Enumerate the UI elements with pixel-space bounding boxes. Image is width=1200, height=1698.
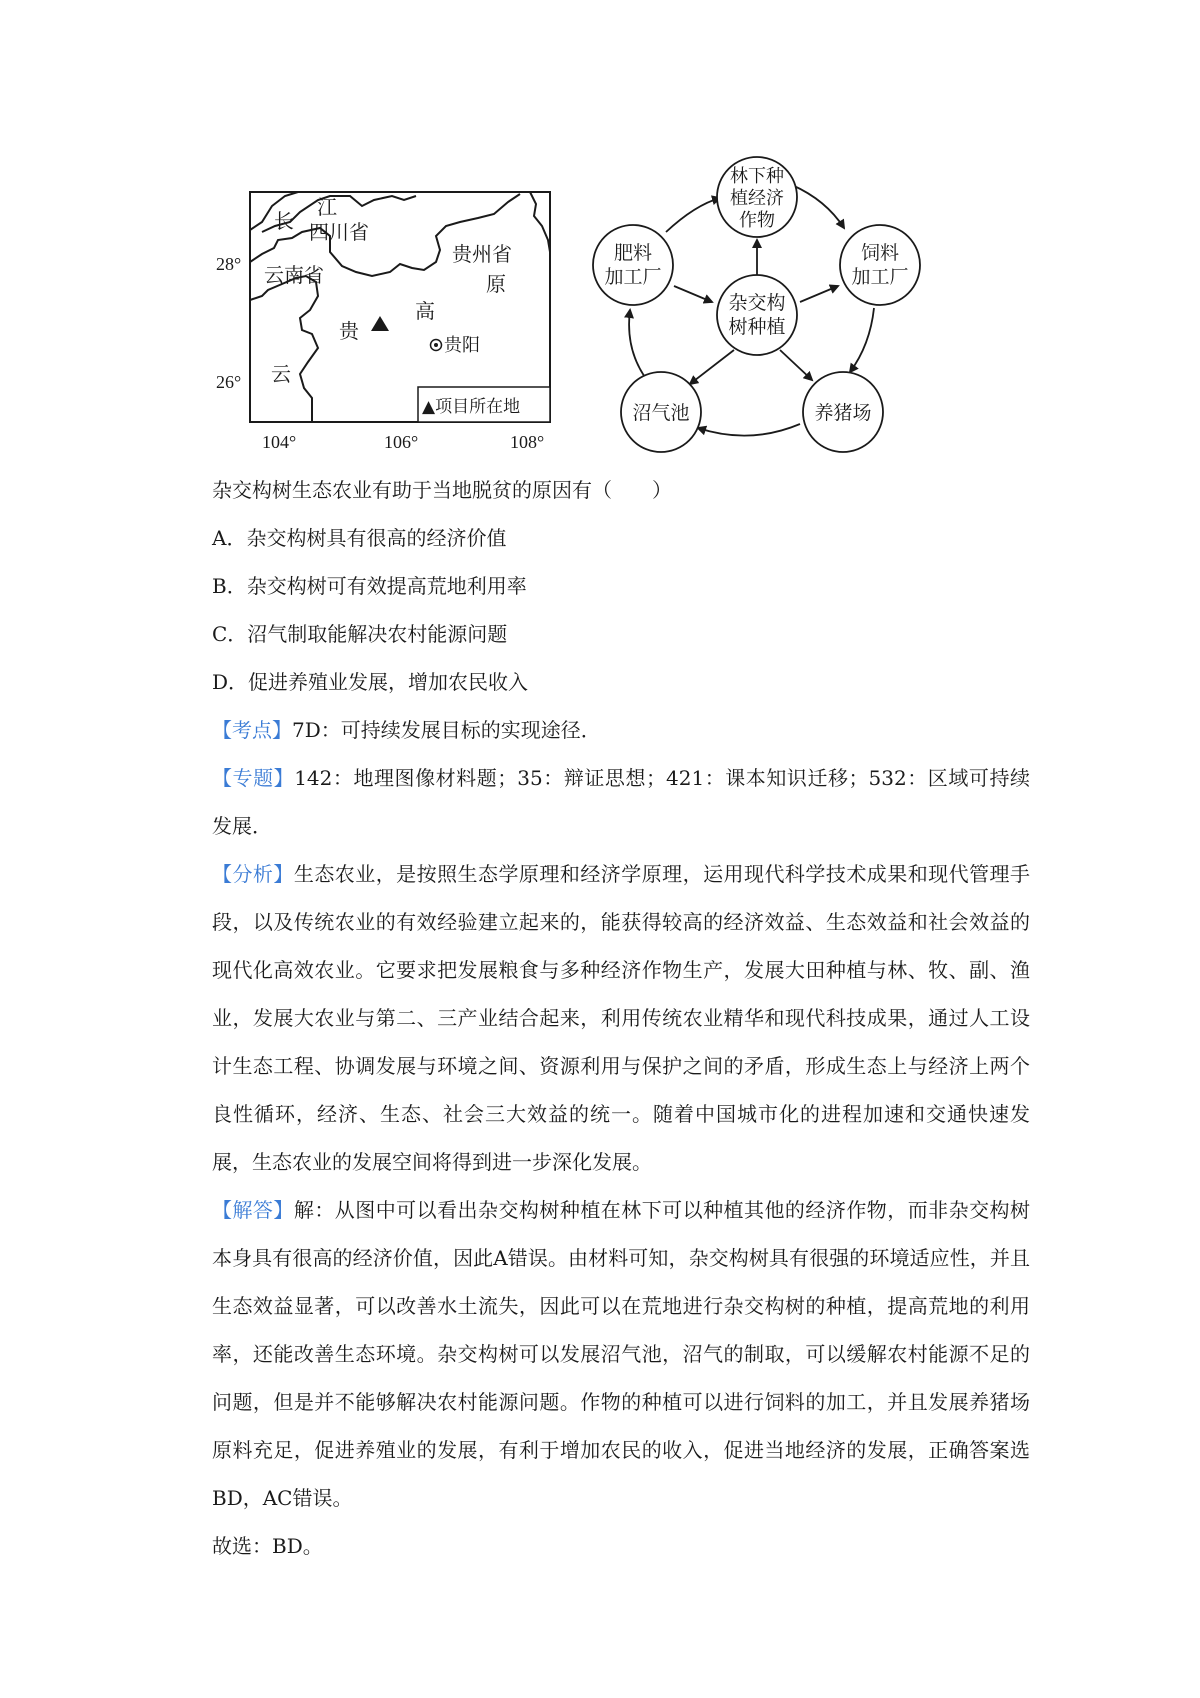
project-location-marker <box>371 316 389 331</box>
figures-svg <box>0 0 1200 470</box>
arrow-forest-to-feed <box>792 185 844 228</box>
map-label-sichuan: 四川省 <box>309 220 369 244</box>
fenxi-tag: 【分析】 <box>212 862 294 886</box>
svg-text:加工厂: 加工厂 <box>604 266 662 288</box>
svg-text:沼气池: 沼气池 <box>632 402 690 424</box>
svg-text:林下种: 林下种 <box>730 166 784 187</box>
map-label-yunnan: 云南省 <box>264 263 324 287</box>
jieda-section <box>212 1186 1030 1522</box>
arrow-center-to-feed <box>800 286 838 302</box>
svg-text:树种植: 树种植 <box>728 316 786 338</box>
map-label-gao: 高 <box>415 299 435 323</box>
arrow-center-to-pigfarm <box>780 350 812 380</box>
arrow-center-to-biogas <box>690 350 734 384</box>
map-label-yuan: 原 <box>486 272 506 296</box>
svg-text:饲料: 饲料 <box>860 242 900 264</box>
lat-tick-28: 28° <box>216 254 242 274</box>
lon-tick-108: 108° <box>510 432 545 452</box>
svg-text:肥料: 肥料 <box>613 242 653 264</box>
arrow-pigfarm-to-biogas <box>698 424 800 436</box>
node-pig-farm <box>803 372 883 452</box>
svg-text:杂交构: 杂交构 <box>728 292 786 314</box>
lat-tick-26: 26° <box>216 372 242 392</box>
option-a: A．杂交构树具有很高的经济价值 <box>212 526 507 550</box>
map-label-guizhou-province: 贵州省 <box>452 242 512 266</box>
figures-area <box>0 0 1200 470</box>
arrow-fertilizer-to-center <box>674 286 712 302</box>
node-hybrid-paper-mulberry <box>717 275 797 355</box>
map-label-guiyang: 贵阳 <box>444 335 480 356</box>
svg-text:植经济: 植经济 <box>730 188 784 209</box>
lon-tick-106: 106° <box>384 432 419 452</box>
map-label-yun: 云 <box>271 362 291 386</box>
fenxi-text: 生态农业，是按照生态学原理和经济学原理，运用现代科学技术成果和现代管理手段，以及传统农业的有效经验建立起来的，能获得较高的经济效益、生态效益和社会效益的现代化高效农业。它要求把发展粮食与多种经济作物生产，发展大田种植与林、牧、副、渔业，发展大农业与第二、三产业结合起来，利用传统农业精华和现代科技成果，通过人工设计生态工程、协调发展与环境之间、资源利用与保护之间的矛盾，形成生态上与经济上两个良性循环，经济、生态、社会三大效益的统一。随着中国城市化的进程加速和交通快速发展，生态农业的发展空间将得到进一步深化发展。 <box>212 862 1031 1174</box>
zhuanti-section <box>212 754 1030 850</box>
node-forest-crops <box>717 157 797 237</box>
final-answer: 故选：BD。 <box>212 1534 323 1558</box>
map-boundary <box>530 192 550 252</box>
map-label-chang: 长 <box>274 209 294 233</box>
map-legend: ▲项目所在地 <box>422 397 521 417</box>
svg-text:加工厂: 加工厂 <box>851 266 909 288</box>
kaodian-section <box>212 706 1030 754</box>
location-map <box>216 192 550 452</box>
node-biogas-pit <box>621 372 701 452</box>
arrow-fertilizer-to-forest <box>666 198 720 232</box>
map-boundary <box>250 276 318 422</box>
arrow-biogas-to-fertilizer <box>629 310 647 380</box>
zhuanti-text: 142：地理图像材料题；35：辩证思想；421：课本知识迁移；532：区域可持续发展． <box>212 766 1030 838</box>
option-b: B．杂交构树可有效提高荒地利用率 <box>212 574 527 598</box>
eco-cycle-diagram <box>593 157 920 452</box>
lon-tick-104: 104° <box>262 432 297 452</box>
map-label-gui: 贵 <box>339 319 359 343</box>
question-stem: 杂交构树生态农业有助于当地脱贫的原因有（ ） <box>212 478 672 502</box>
jieda-tag: 【解答】 <box>212 1198 294 1222</box>
fenxi-section <box>212 850 1030 1186</box>
map-label-jiang: 江 <box>317 195 337 219</box>
option-d: D．促进养殖业发展，增加农民收入 <box>212 670 529 694</box>
kaodian-tag: 【考点】 <box>212 718 292 742</box>
option-c: C．沼气制取能解决农村能源问题 <box>212 622 508 646</box>
svg-text:作物: 作物 <box>739 210 775 231</box>
node-feed-plant <box>840 225 920 305</box>
arrow-feed-to-pigfarm <box>850 308 874 372</box>
zhuanti-tag: 【专题】 <box>212 766 295 790</box>
node-fertilizer-plant <box>593 225 673 305</box>
svg-text:养猪场: 养猪场 <box>814 402 872 424</box>
jieda-text: 解：从图中可以看出杂交构树种植在林下可以种植其他的经济作物，而非杂交构树本身具有很高的经济价值，因此A错误。由材料可知，杂交构树具有很强的环境适应性，并且生态效益显著，可以改善水土流失，因此可以在荒地进行杂交构树的种植，提高荒地的利用率，还能改善生态环境。杂交构树可以发展沼气池，沼气的制取，可以缓解农村能源不足的问题，但是并不能够解决农村能源问题。作物的种植可以进行饲料的加工，并且发展养猪场原料充足，促进养殖业的发展，有利于增加农民的收入，促进当地经济的发展，正确答案选BD，AC错误。 <box>212 1198 1031 1510</box>
document-body <box>212 466 1030 1570</box>
kaodian-text: 7D：可持续发展目标的实现途径． <box>292 718 601 742</box>
